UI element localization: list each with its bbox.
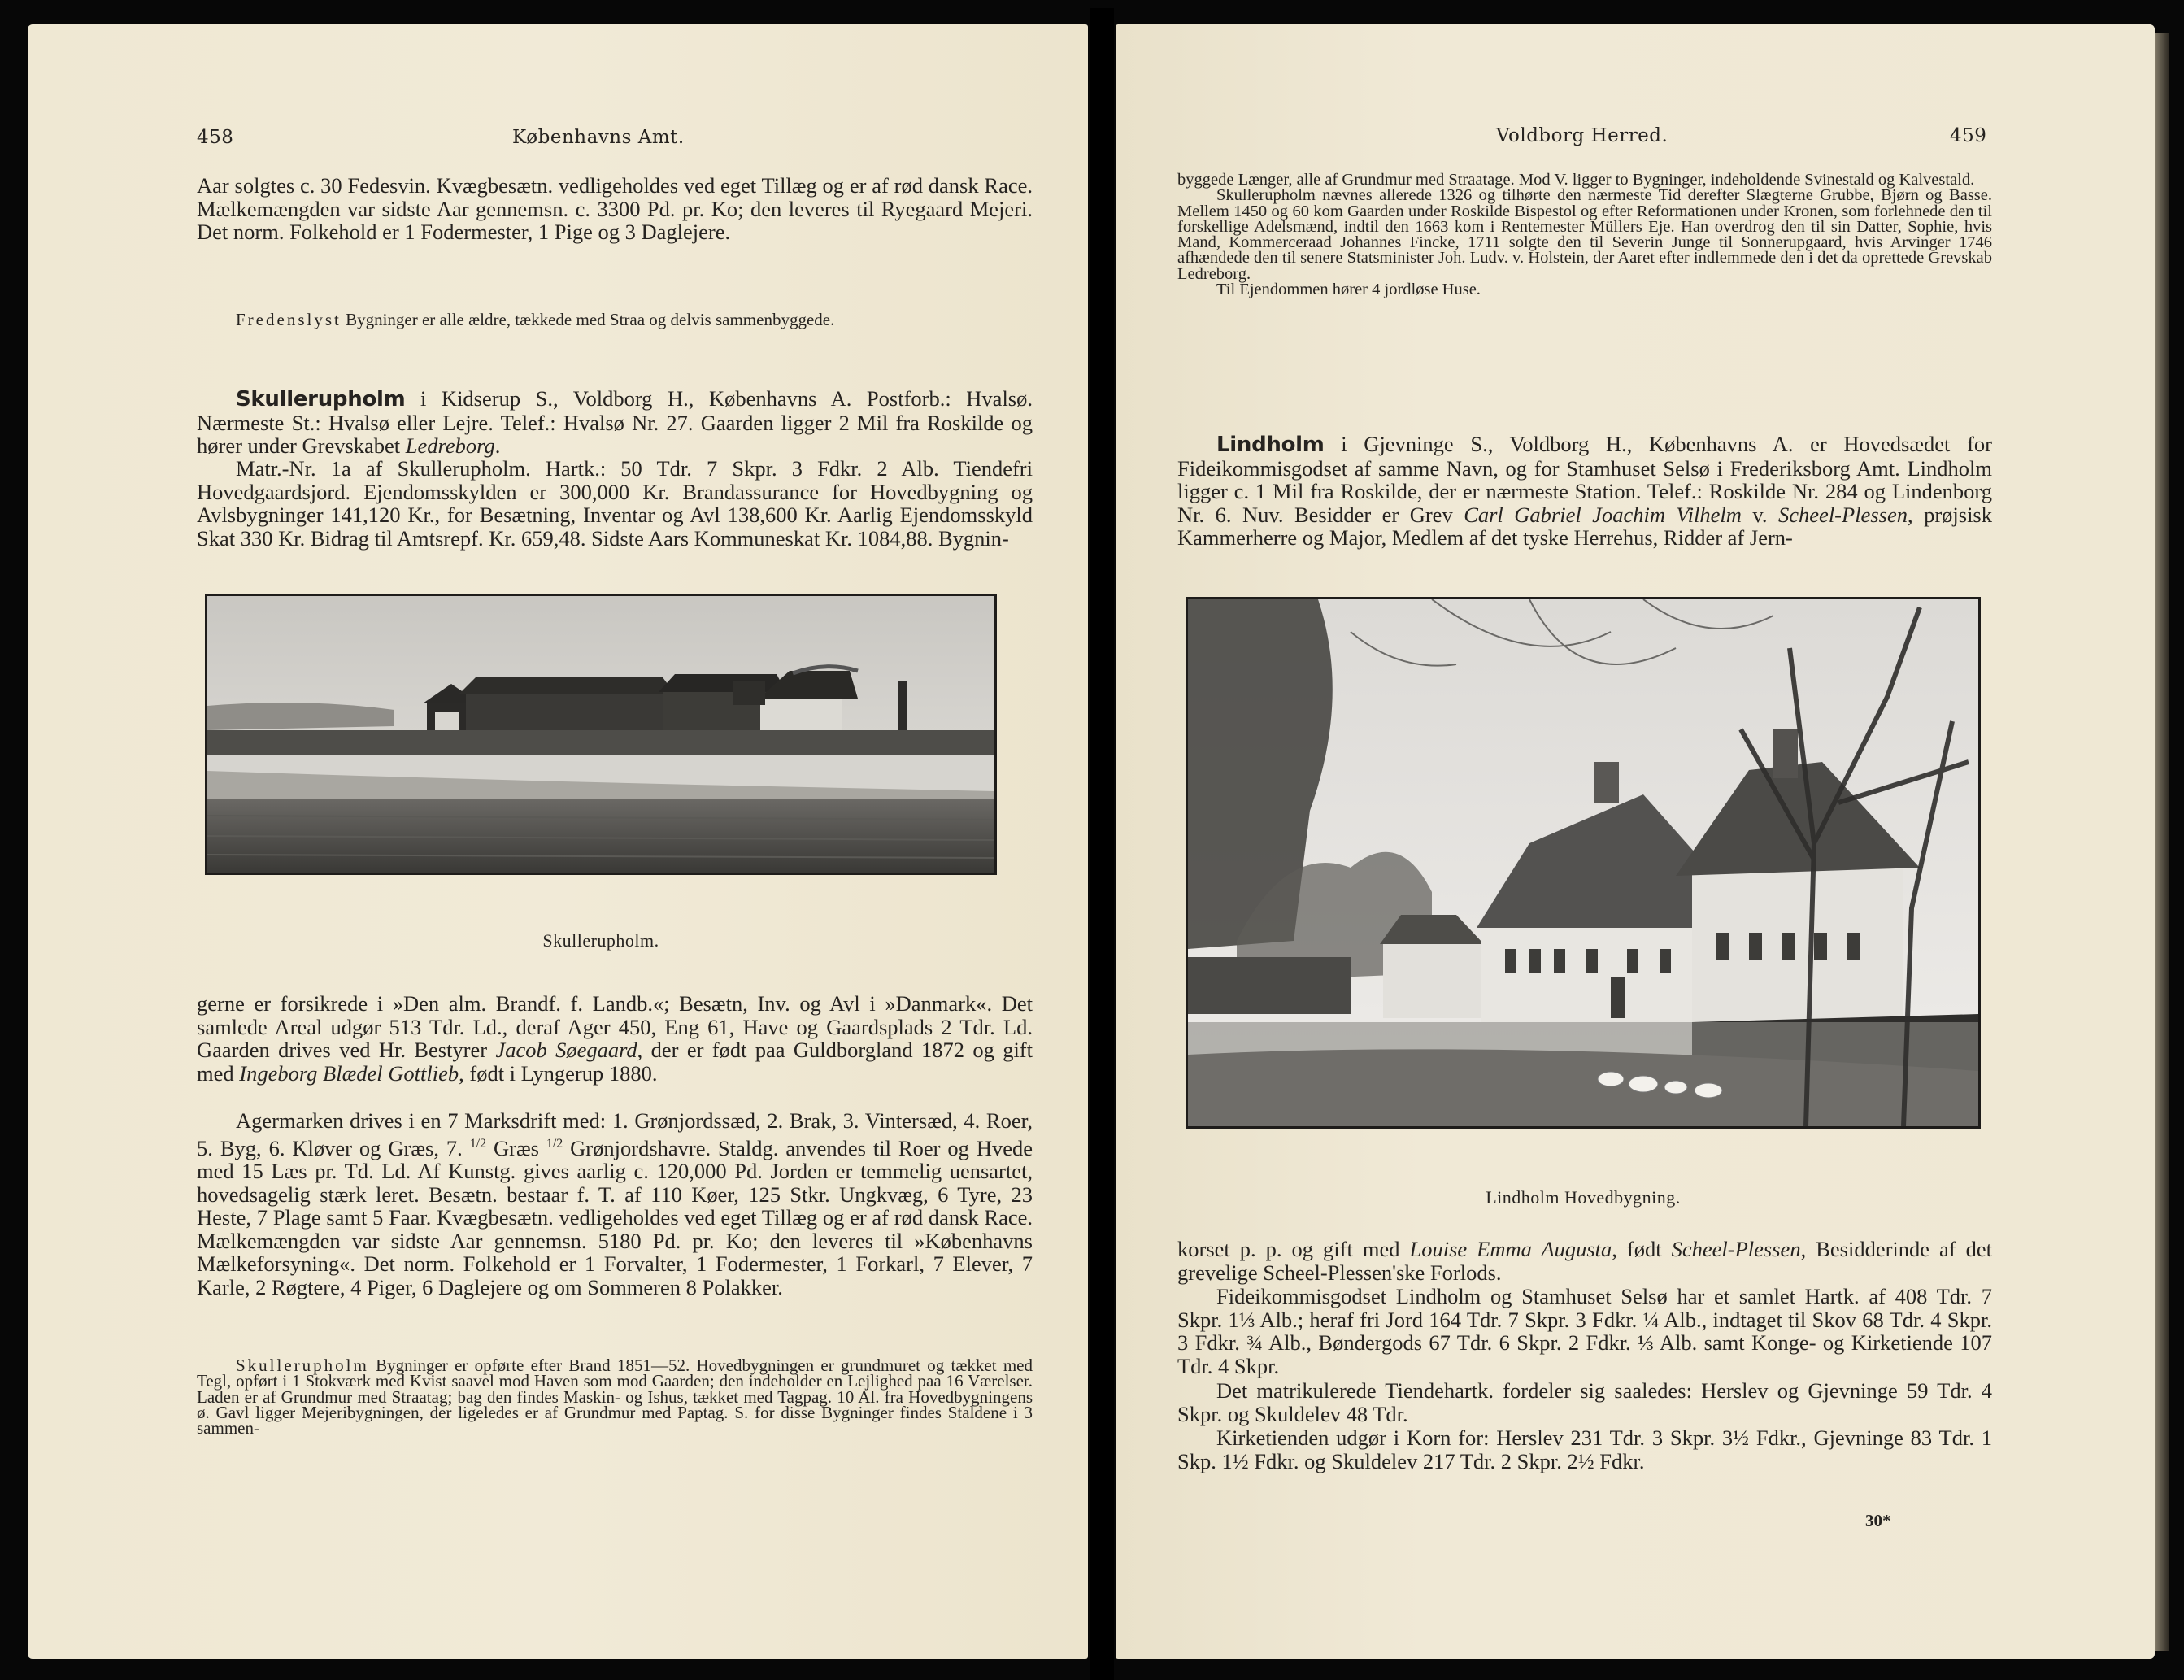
photo-caption-right: Lindholm Hovedbygning. — [1486, 1187, 1681, 1208]
farm-landscape-illustration — [207, 596, 994, 873]
paragraph-fideikommis: Fideikommisgodset Lindholm og Stamhuset Selsø har et samlet Hartk. af 408 Tdr. 7 Skpr. 1⅓ Alb.; heraf fri Jord 164 Tdr. 7 Skpr. 3 Fdkr. ¼ Alb., indtaget til Skov 68 Tdr. 4 Skpr. 3 Fdkr. ¾ Alb., Bøndergods 67 Tdr. 6 Skpr. 2 Fdkr. ⅓ Alb. samt Konge- og Kirketiende 107 Tdr. 4 Skpr. — [1177, 1284, 1992, 1378]
paragraph-skullerupholm-intro: Skullerupholm i Kidserup S., Voldborg H., Københavns A. Postforb.: Hvalsø. Nærmeste St.: Hvalsø eller Lejre. Telef.: Hvalsø Nr. 27. Gaarden ligger 2 Mil fra Roskilde og hører under Grevskabet Ledreborg. — [197, 386, 1033, 459]
right-page — [1116, 24, 2155, 1659]
note-continued: byggede Længer, alle af Grundmur med Straatage. Mod V. ligger to Bygninger, indeholdende Svinestald og Kalvestald. Skullerupholm nævnes allerede 1326 og tilhørte den nærmeste Tid derefter Slægterne Grubbe, Bjørn og Basse. Mellem 1450 og 60 kom Gaarden under Roskilde Bispestol og efter Reformationen under Kronen, som forlehnede den til forskellige Adelsmænd, indtil den 1663 kom i Rentemester Müllers Eje. Han overdrog den til sin Datter, Sophie, hvis Mand, Kommerceraad Johannes Fincke, 1711 solgte den til Severin Junge til Sonnerupgaard, hvis Arvinger 1746 afhændede den til senere Statsminister Joh. Ludv. v. Holstein, der Aaret efter indlemmede den i det da oprettede Grevskab Ledreborg. Til Ejendommen hører 4 jordløse Huse. — [1177, 171, 1992, 299]
paragraph-marriage: korset p. p. og gift med Louise Emma Augusta, født Scheel-Plessen, Besidderinde af det grevelige Scheel-Plessen'ske Forlods. — [1177, 1237, 1993, 1285]
estate-name-lindholm: Lindholm — [1216, 433, 1325, 457]
paragraph-tiendehartk: Det matrikulerede Tiendehartk. fordeler sig saaledes: Herslev og Gjevninge 59 Tdr. 4 Skpr. og Skuldelev 48 Tdr. — [1177, 1378, 1992, 1426]
page-number-right: 459 — [1950, 125, 1987, 146]
paragraph-buildings-insured: gerne er forsikrede i »Den alm. Brandf. f. Landb.«; Besætn, Inv. og Avl i »Danmark«. Det samlede Areal udgør 513 Tdr. Ld., deraf Ager 450, Eng 61, Have og Gaardsplads 2 Tdr. Ld. Gaarden drives ved Hr. Bestyrer Jacob Søegaard, der er født paa Guldborgland 1872 og gift med Ingeborg Blædel Gottlieb, født i Lyngerup 1880. — [197, 991, 1033, 1086]
estate-name: Skullerupholm — [236, 387, 406, 411]
note-skullerupholm-buildings: Skullerupholm Bygninger er opførte efter Brand 1851—52. Hovedbygningen er grundmuret og tækket med Tegl, opført i 1 Stokværk med Kvist saavel mod Haven som mod Gaarden; den indeholder en Lejlighed paa 16 Værelser. Laden er af Grundmur med Straatag; bag den findes Maskin- og Ishus, tækket med Tagpag. 10 Al. fra Hovedbygningens ø. Gavl ligger Mejeribygningen, der ligeledes er af Grundmur med Paptag. S. for disse Bygninger findes Staldene i 3 sammen- — [197, 1356, 1033, 1438]
paragraph-agermarken: Agermarken drives i en 7 Marksdrift med: 1. Grønjordssæd, 2. Brak, 3. Vintersæd, 4. Roer, 5. Byg, 6. Kløver og Græs, 7. $^{1/2}$ Græs $^{1/2}$ Grønjordshavre. Staldg. anvendes til Roer og Hvede med 15 Læs pr. Td. Ld. Af Kunstg. gives aarlig c. 120,000 Pd. Jorden er temmelig uensartet, hovedsagelig stærk leret. Besætn. bestaar f. T. af 110 Køer, 125 Stkr. Ungkvæg, 6 Tyre, 23 Heste, 7 Plage samt 5 Faar. Kvægbesætn. vedligeholdes ved eget Tillæg og er af rød dansk Race. Mælkemængden var sidste Aar gennemsn. 5180 Pd. pr. Ko; den leveres til »Københavns Mælkeforsyning«. Det norm. Folkehold er 1 Forvalter, 1 Fodermester, 1 Forkarl, 7 Elever, 7 Karle, 2 Røgtere, 4 Piger, 6 Daglejere og om Sommeren 8 Polakker. — [197, 1108, 1033, 1299]
signature-mark: 30* — [1865, 1511, 1891, 1530]
paragraph-lindholm-intro: Lindholm i Gjevninge S., Voldborg H., Københavns A. er Hovedsædet for Fideikommisgodset af samme Navn, og for Stamhuset Selsø i Frederiksborg Amt. Lindholm ligger c. 1 Mil fra Roskilde, der er nærmeste Station. Telef.: Roskilde Nr. 284 og Lindenborg Nr. 6. Nuv. Besidder er Grev Carl Gabriel Joachim Vilhelm v. Scheel-Plessen, prøjsisk Kammerherre og Major, Medlem af det tyske Herrehus, Ridder af Jern- — [1177, 432, 1992, 551]
left-page — [28, 24, 1088, 1659]
paragraph-cattle: Aar solgtes c. 30 Fedesvin. Kvægbesætn. vedligeholdes ved eget Tillæg og er af rød dansk Race. Mælkemængden var sidste Aar gennemsn. c. 3300 Pd. pr. Ko; den leveres til Ryegaard Mejeri. Det norm. Folkehold er 1 Fodermester, 1 Pige og 3 Daglejere. — [197, 173, 1033, 245]
book-gutter — [1090, 8, 1114, 1680]
photo-skullerupholm — [205, 594, 997, 875]
running-head-left: Københavns Amt. — [512, 127, 685, 148]
photo-lindholm — [1186, 597, 1981, 1129]
paragraph-kirketienden: Kirketienden udgør i Korn for: Herslev 231 Tdr. 3 Skpr. 3½ Fdkr., Gjevninge 83 Tdr. 1 Skp. 1½ Fdkr. og Skuldelev 217 Tdr. 2 Skpr. 2½ Fdkr. — [1177, 1425, 1992, 1473]
manor-house-illustration — [1188, 599, 1978, 1126]
note-fredenslyst: Fredenslyst Bygninger er alle ældre, tækkede med Straa og delvis sammenbyggede. — [236, 310, 835, 329]
photo-caption-left: Skullerupholm. — [542, 930, 659, 951]
paragraph-matr: Matr.-Nr. 1a af Skullerupholm. Hartk.: 50 Tdr. 7 Skpr. 3 Fdkr. 2 Alb. Tiendefri Hovedgaardsjord. Ejendomsskylden er 300,000 Kr. Brandassurance for Hovedbygning og Avlsbygninger 141,120 Kr., for Besætning, Inventar og Avl 138,600 Kr. Aarlig Ejendomsskyld Skat 330 Kr. Bidrag til Amtsrepf. Kr. 659,48. Sidste Aars Kommuneskat Kr. 1084,88. Bygnin- — [197, 456, 1033, 551]
running-head-right: Voldborg Herred. — [1496, 125, 1668, 146]
page-number-left: 458 — [197, 127, 234, 148]
